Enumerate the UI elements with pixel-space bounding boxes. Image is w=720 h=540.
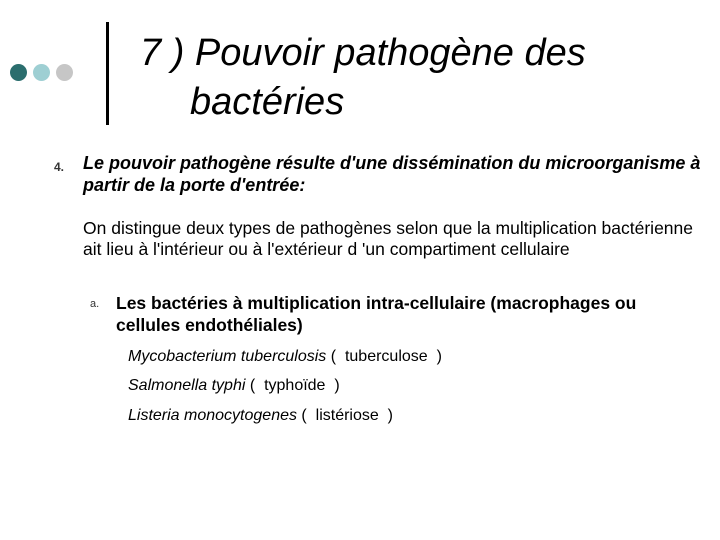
example-line xyxy=(128,347,442,367)
sub-item-letter: a. xyxy=(90,298,100,310)
item-text: Le pouvoir pathogène résulte d'une dissémination du microorganisme à partir de la porte d'entrée: xyxy=(83,153,701,195)
dot-light-blue xyxy=(33,64,50,81)
body-paragraph: On distingue deux types de pathogènes selon que la multiplication bactérienne ait lieu à l'intérieur ou à l'extérieur d 'un compartiment cellulaire xyxy=(83,218,693,259)
slide-title-line-1: 7 ) Pouvoir pathogène des xyxy=(140,32,586,74)
title-divider xyxy=(106,22,109,125)
disease-name: ( listériose ) xyxy=(296,407,393,424)
example-line xyxy=(128,406,393,426)
sub-item-heading: Les bactéries à multiplication intra-cellulaire (macrophages ou cellules endothéliales) xyxy=(116,293,637,335)
decorative-dots xyxy=(10,64,73,81)
dot-dark xyxy=(10,64,27,81)
slide-title-line-2: bactéries xyxy=(190,81,345,123)
disease-name: ( typhoïde ) xyxy=(245,377,340,394)
example-line xyxy=(128,376,340,396)
organism-name: Mycobacterium tuberculosis xyxy=(128,348,327,365)
item-number: 4. xyxy=(54,160,65,174)
disease-name: ( tuberculose ) xyxy=(326,348,442,365)
organism-name: Salmonella typhi xyxy=(128,377,246,394)
organism-name: Listeria monocytogenes xyxy=(128,407,297,424)
dot-grey xyxy=(56,64,73,81)
